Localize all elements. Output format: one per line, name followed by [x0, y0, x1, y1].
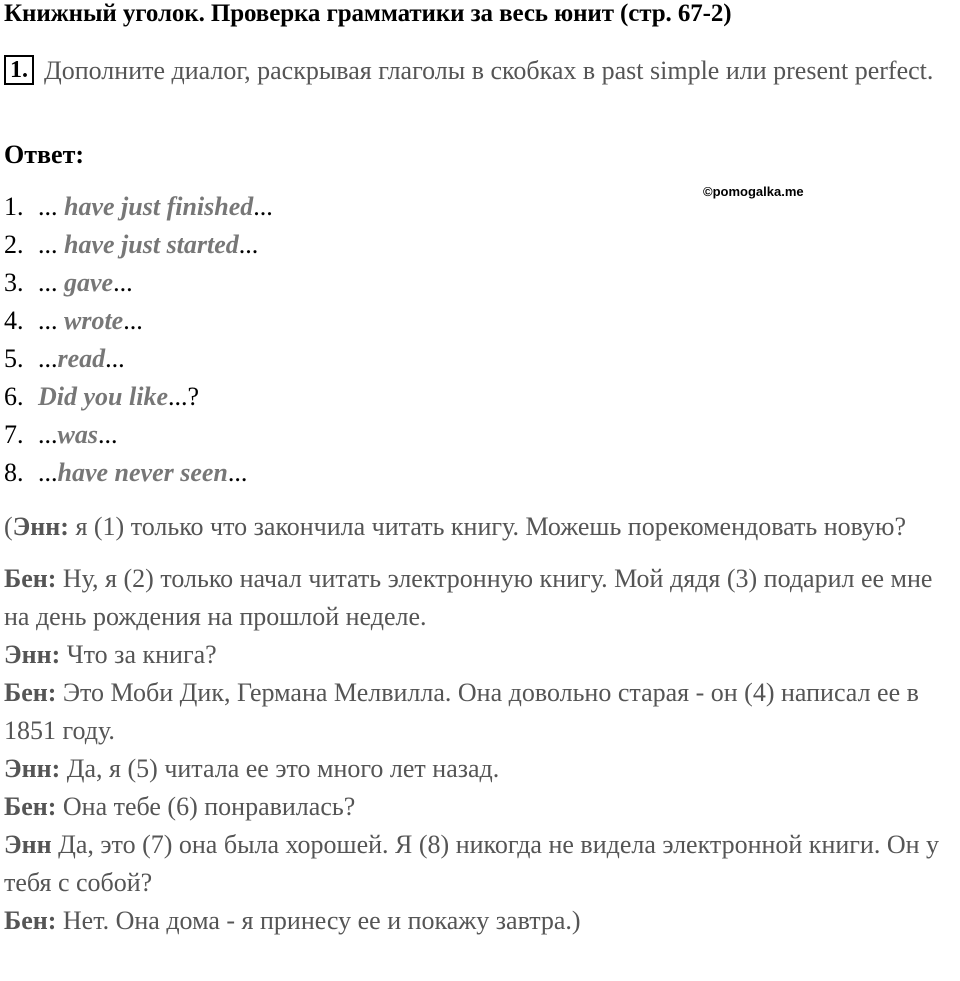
answer-prefix: ... [38, 306, 64, 335]
answer-number: 1. [4, 192, 24, 221]
answer-prefix: ... [38, 344, 58, 373]
dialog-text: я (1) только что закончила читать книгу. Можешь порекомендовать новую? [68, 512, 907, 541]
answer-number: 7. [4, 420, 24, 449]
dialog-text: Да, это (7) она была хорошей. Я (8) никогда не видела электронной книги. Он у тебя с собой? [4, 830, 940, 897]
answer-number: 6. [4, 382, 24, 411]
speaker-name: Энн: [4, 640, 61, 669]
watermark: ©pomogalka.me [703, 184, 804, 199]
speaker-name: Энн [4, 830, 52, 859]
answer-prefix: ... [38, 192, 64, 221]
answer-item [4, 340, 273, 378]
dialog-line [4, 636, 958, 674]
opening-parenthesis: ( [4, 512, 13, 541]
task-number-badge: 1. [4, 55, 34, 85]
answer-number: 5. [4, 344, 24, 373]
answer-suffix: ... [238, 230, 259, 259]
dialog-text: Что за книга? [60, 640, 217, 669]
answer-item [4, 226, 273, 264]
answer-heading: Ответ: [4, 140, 85, 169]
answer-item [4, 302, 273, 340]
speaker-name: Бен: [4, 678, 57, 707]
answer-item [4, 416, 273, 454]
dialog-line [4, 788, 958, 826]
answer-suffix: ... [253, 192, 273, 221]
dialog-translation [4, 508, 958, 940]
task-text: Дополните диалог, раскрывая глаголы в скобках в past simple или present perfect. [44, 56, 934, 85]
dialog-line [4, 750, 958, 788]
speaker-name: Бен: [4, 906, 57, 935]
answer-item [4, 264, 273, 302]
answer-text: was [57, 420, 98, 449]
answer-text: Did you like [38, 382, 168, 411]
answer-text: read [57, 344, 106, 373]
dialog-text: Да, я (5) читала ее это много лет назад. [60, 754, 500, 783]
answer-suffix: ...? [168, 382, 200, 411]
answer-suffix: ... [97, 420, 118, 449]
answer-suffix: ... [105, 344, 125, 373]
speaker-name: Энн: [4, 754, 61, 783]
dialog-text: Она тебе (6) понравилась? [56, 792, 356, 821]
answer-prefix: ... [38, 268, 64, 297]
answer-text: have just finished [64, 192, 254, 221]
answer-prefix: ... [38, 458, 58, 487]
speaker-name: Энн: [12, 512, 69, 541]
answer-number: 4. [4, 306, 24, 335]
answer-list [4, 188, 273, 492]
answer-item [4, 188, 273, 226]
answer-number: 2. [4, 230, 24, 259]
answer-text: gave [64, 268, 114, 297]
answer-item [4, 454, 273, 492]
answer-suffix: ... [123, 306, 143, 335]
answer-suffix: ... [227, 458, 248, 487]
task-statement [4, 52, 958, 89]
answer-item [4, 378, 273, 416]
page-title: Книжный уголок. Проверка грамматики за весь юнит (стр. 67-2) [4, 0, 732, 27]
dialog-line [4, 674, 958, 750]
answer-text: have just started [64, 230, 239, 259]
answer-text: wrote [64, 306, 124, 335]
answer-text: have never seen [57, 458, 228, 487]
speaker-name: Бен: [4, 564, 57, 593]
dialog-line [4, 560, 958, 636]
answer-number: 8. [4, 458, 24, 487]
answer-number: 3. [4, 268, 24, 297]
dialog-text: Ну, я (2) только начал читать электронную книгу. Мой дядя (3) подарил ее мне на день рождения на прошлой неделе. [4, 564, 933, 631]
dialog-line [4, 826, 958, 902]
dialog-text: Это Моби Дик, Германа Мелвилла. Она довольно старая - он (4) написал ее в 1851 году. [4, 678, 919, 745]
answer-suffix: ... [113, 268, 133, 297]
dialog-text: Нет. Она дома - я принесу ее и покажу завтра.) [56, 906, 581, 935]
answer-prefix: ... [38, 230, 64, 259]
speaker-name: Бен: [4, 792, 57, 821]
answer-prefix: ... [38, 420, 58, 449]
dialog-line [4, 902, 958, 940]
dialog-line [4, 508, 958, 546]
